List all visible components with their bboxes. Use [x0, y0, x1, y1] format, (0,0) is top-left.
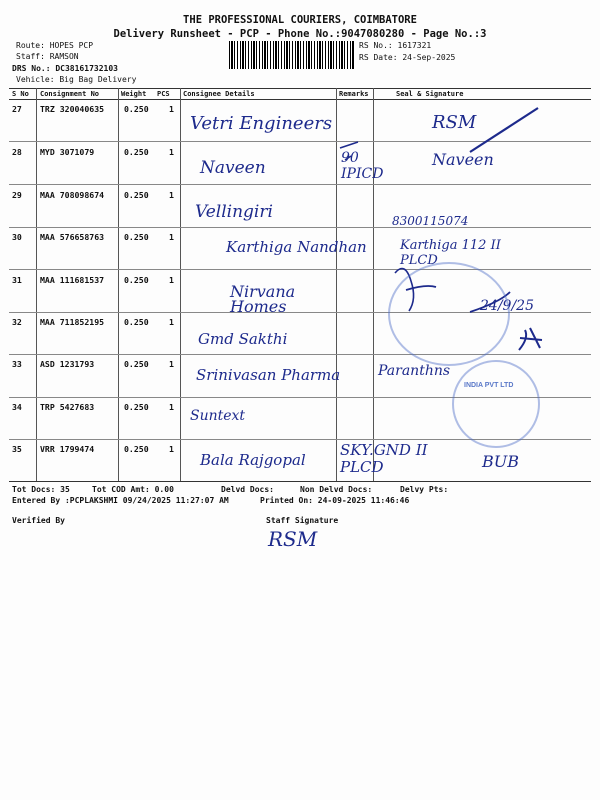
non-delvd-docs: Non Delvd Docs: — [300, 485, 373, 494]
runsheet-subtitle: Delivery Runsheet - PCP - Phone No.:9047080280 - Page No.:3 — [113, 28, 487, 40]
row-weight: 0.250 — [124, 275, 149, 285]
row-sno: 28 — [12, 147, 22, 157]
row-sno: 32 — [12, 317, 22, 327]
row-consignment-no: MAA 576658763 — [40, 232, 105, 242]
consignee-handwriting: Bala Rajgopal — [200, 451, 306, 469]
signature-mark — [519, 328, 542, 350]
col-header-consignment: Consignment No — [40, 90, 100, 98]
row-pcs: 1 — [169, 147, 174, 157]
row-weight: 0.250 — [124, 104, 149, 114]
printed-on: Printed On: 24-09-2025 11:46:46 — [260, 496, 410, 505]
drs-number: DRS No.: DC38161732103 — [12, 64, 118, 73]
consignee-handwriting: Gmd Sakthi — [198, 330, 288, 348]
col-header-remarks: Remarks — [339, 90, 369, 98]
row-pcs: 1 — [169, 232, 174, 242]
col-header-weight: Weight — [121, 90, 147, 98]
row-sno: 27 — [12, 104, 22, 114]
row-consignment-no: MAA 708098674 — [40, 190, 105, 200]
seal-stamp — [452, 360, 540, 448]
row-consignment-no: MYD 3071079 — [40, 147, 95, 157]
row-weight: 0.250 — [124, 147, 149, 157]
vehicle-label: Vehicle: Big Bag Delivery — [16, 75, 137, 84]
consignee-handwriting: Karthiga Nandhan — [226, 238, 367, 256]
row-weight: 0.250 — [124, 402, 149, 412]
tot-docs: Tot Docs: 35 — [12, 485, 70, 494]
row-weight: 0.250 — [124, 190, 149, 200]
consignee-handwriting: Srinivasan Pharma — [196, 366, 341, 384]
route-label: Route: HOPES PCP — [16, 41, 94, 50]
row-sno: 30 — [12, 232, 22, 242]
row-pcs: 1 — [169, 317, 174, 327]
verified-by-label: Verified By — [12, 516, 65, 525]
row-sno: 29 — [12, 190, 22, 200]
remarks-handwriting: SKY.GND II PLCD — [340, 441, 428, 476]
row-pcs: 1 — [169, 275, 174, 285]
signature-scribble: 24/9/25 — [480, 298, 534, 314]
signature-scribble: 8300115074 — [392, 214, 469, 228]
row-sno: 34 — [12, 402, 22, 412]
row-consignment-no: VRR 1799474 — [40, 444, 95, 454]
tick-mark — [470, 108, 538, 152]
col-header-sno: S No — [12, 90, 29, 98]
rs-date: RS Date: 24-Sep-2025 — [359, 53, 456, 62]
entered-by: Entered By :PCPLAKSHMI 09/24/2025 11:27:07 AM — [12, 496, 229, 505]
row-consignment-no: ASD 1231793 — [40, 359, 95, 369]
row-weight: 0.250 — [124, 232, 149, 242]
col-header-pcs: PCS — [157, 90, 170, 98]
row-sno: 31 — [12, 275, 22, 285]
remarks-mark — [340, 142, 358, 160]
remarks-handwriting: Paranthns — [378, 363, 451, 379]
row-weight: 0.250 — [124, 359, 149, 369]
signature-scribble: Karthiga 112 II PLCD — [400, 238, 501, 268]
row-pcs: 1 — [169, 359, 174, 369]
signature-scribble: Naveen — [432, 150, 494, 169]
row-consignment-no: MAA 111681537 — [40, 275, 105, 285]
signature-scribble: BUB — [482, 452, 519, 471]
remarks-handwriting: 90 IPICD — [341, 150, 384, 182]
col-header-seal: Seal & Signature — [396, 90, 464, 98]
row-pcs: 1 — [169, 402, 174, 412]
staff-label: Staff: RAMSON — [16, 52, 79, 61]
row-sno: 35 — [12, 444, 22, 454]
row-consignment-no: TRP 5427683 — [40, 402, 95, 412]
consignee-handwriting: Vellingiri — [195, 202, 273, 222]
delvy-pts: Delvy Pts: — [400, 485, 449, 494]
company-title: THE PROFESSIONAL COURIERS, COIMBATORE — [183, 14, 417, 26]
consignee-handwriting: Nirvana Homes — [230, 282, 296, 316]
row-pcs: 1 — [169, 104, 174, 114]
delvd-docs: Delvd Docs: — [221, 485, 274, 494]
stamp-text: INDIA PVT LTD — [464, 382, 514, 389]
row-weight: 0.250 — [124, 444, 149, 454]
consignee-handwriting: Vetri Engineers — [190, 113, 333, 134]
consignee-handwriting: Naveen — [200, 158, 266, 178]
row-consignment-no: TRZ 320040635 — [40, 104, 105, 114]
row-pcs: 1 — [169, 190, 174, 200]
staff-signature-scribble: RSM — [268, 527, 318, 551]
col-header-consignee: Consignee Details — [183, 90, 255, 98]
staff-signature-label: Staff Signature — [266, 516, 339, 525]
signature-scribble: RSM — [432, 112, 477, 133]
tot-cod-amt: Tot COD Amt: 0.00 — [92, 485, 174, 494]
row-weight: 0.250 — [124, 317, 149, 327]
row-pcs: 1 — [169, 444, 174, 454]
rs-number: RS No.: 1617321 — [359, 41, 432, 50]
row-consignment-no: MAA 711852195 — [40, 317, 105, 327]
consignee-handwriting: Suntext — [190, 408, 246, 424]
seal-stamp — [388, 262, 510, 366]
row-sno: 33 — [12, 359, 22, 369]
